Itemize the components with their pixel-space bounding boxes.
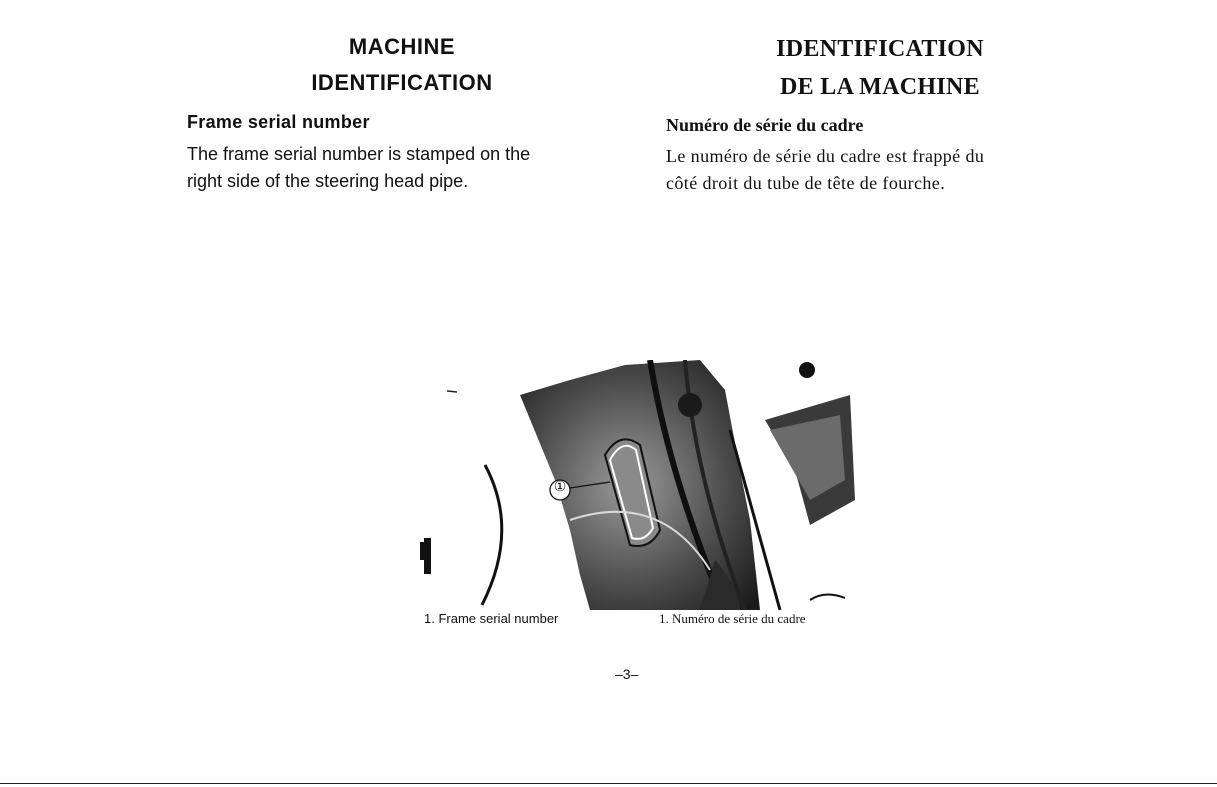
english-body xyxy=(187,141,627,195)
french-title-line1: IDENTIFICATION xyxy=(776,36,984,62)
english-title-line2: IDENTIFICATION xyxy=(311,70,493,95)
french-title-line2: DE LA MACHINE xyxy=(780,74,980,100)
french-body xyxy=(666,143,1076,197)
english-body-line1: The frame serial number is stamped on the xyxy=(187,144,531,164)
french-body-line2: côté droit du tube de tête de fourche. xyxy=(666,173,946,193)
english-body-line2: right side of the steering head pipe. xyxy=(187,171,469,191)
caption-english: 1. Frame serial number xyxy=(424,611,559,626)
callout-number: ① xyxy=(553,480,567,495)
french-subtitle: Numéro de série du cadre xyxy=(666,115,864,135)
figure-side-marks xyxy=(410,370,520,610)
english-title-line1: MACHINE xyxy=(348,34,456,59)
french-body-line1: Le numéro de série du cadre est frappé du xyxy=(666,146,985,166)
page-bottom-rule xyxy=(0,783,1217,784)
caption-french: 1. Numéro de série du cadre xyxy=(659,611,806,626)
page-number: –3– xyxy=(615,666,639,682)
english-subtitle: Frame serial number xyxy=(187,112,370,132)
